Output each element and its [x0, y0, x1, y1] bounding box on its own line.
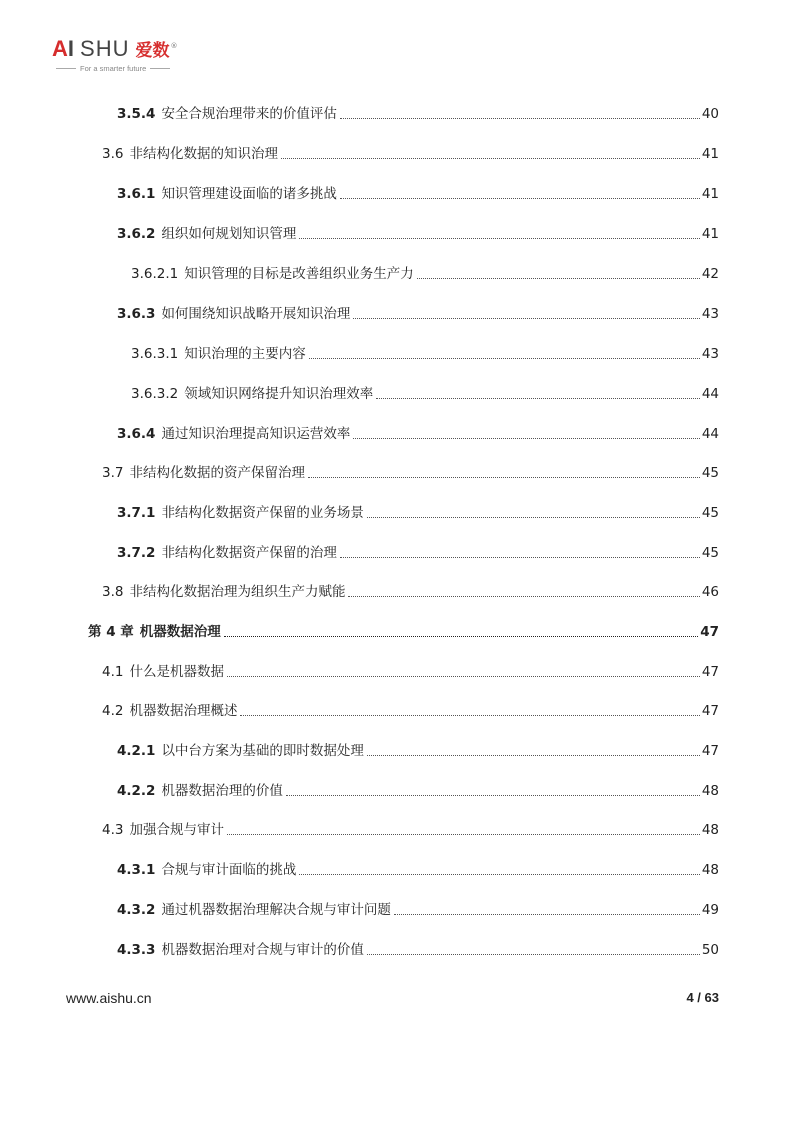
toc-entry-page: 43	[701, 306, 719, 322]
toc-entry[interactable]	[117, 740, 719, 760]
toc-entry-page: 48	[701, 862, 719, 878]
toc-entry-title: 非结构化数据的资产保留治理	[129, 465, 305, 481]
toc-leader-dots	[394, 914, 700, 915]
toc-entry-page: 48	[701, 822, 719, 838]
toc-entry-number: 3.7.2	[117, 545, 156, 561]
tagline-text: For a smarter future	[80, 64, 147, 73]
toc-entry-number: 3.6	[102, 146, 124, 162]
toc-leader-dots	[286, 795, 700, 796]
toc-entry-title: 如何围绕知识战略开展知识治理	[161, 306, 351, 322]
toc-entry-title: 领域知识网络提升知识治理效率	[184, 386, 374, 402]
toc-entry[interactable]	[117, 542, 719, 562]
toc-entry[interactable]	[102, 143, 719, 163]
toc-chapter-entry[interactable]	[88, 621, 719, 641]
toc-leader-dots	[308, 477, 700, 478]
toc-leader-dots	[340, 557, 700, 558]
toc-entry-page: 41	[701, 186, 719, 202]
toc-entry-page: 47	[700, 624, 719, 640]
toc-entry[interactable]	[117, 183, 719, 203]
toc-entry[interactable]	[131, 343, 719, 363]
toc-entry-title: 安全合规治理带来的价值评估	[161, 106, 337, 122]
toc-entry-page: 45	[701, 465, 719, 481]
toc-entry-number: 3.6.3	[117, 306, 156, 322]
toc-entry-page: 42	[701, 266, 719, 282]
toc-entry[interactable]	[131, 263, 719, 283]
toc-leader-dots	[299, 874, 699, 875]
toc-leader-dots	[376, 398, 700, 399]
toc-entry[interactable]	[102, 462, 719, 482]
toc-leader-dots	[224, 636, 698, 637]
toc-entry-title: 通过机器数据治理解决合规与审计问题	[161, 902, 391, 918]
logo-letter-i: I	[67, 36, 75, 61]
footer-website-link[interactable]: www.aishu.cn	[66, 990, 152, 1006]
toc-entry-title: 知识治理的主要内容	[184, 346, 306, 362]
toc-entry[interactable]	[117, 103, 719, 123]
toc-leader-dots	[353, 318, 699, 319]
toc-entry-title: 加强合规与审计	[129, 822, 224, 838]
toc-entry-number: 3.6.1	[117, 186, 156, 202]
toc-entry[interactable]	[117, 899, 719, 919]
toc-leader-dots	[340, 198, 700, 199]
toc-entry-page: 47	[701, 703, 719, 719]
toc-entry-title: 非结构化数据资产保留的治理	[161, 545, 337, 561]
toc-entry-title: 机器数据治理概述	[129, 703, 238, 719]
toc-entry[interactable]	[117, 502, 719, 522]
toc-entry[interactable]	[131, 383, 719, 403]
toc-entry[interactable]	[102, 700, 719, 720]
toc-entry-title: 知识管理的目标是改善组织业务生产力	[184, 266, 414, 282]
toc-entry-number: 3.6.4	[117, 426, 156, 442]
toc-entry-number: 4.2.2	[117, 783, 156, 799]
toc-entry-number: 4.3	[102, 822, 124, 838]
toc-entry-title: 组织如何规划知识管理	[161, 226, 297, 242]
toc-leader-dots	[367, 755, 700, 756]
toc-entry-title: 知识管理建设面临的诸多挑战	[161, 186, 337, 202]
toc-entry-title: 非结构化数据治理为组织生产力赋能	[129, 584, 346, 600]
toc-entry-page: 45	[701, 545, 719, 561]
toc-entry-title: 机器数据治理的价值	[161, 783, 283, 799]
toc-entry-number: 4.2	[102, 703, 124, 719]
toc-entry[interactable]	[117, 859, 719, 879]
toc-entry-number: 3.6.2.1	[131, 266, 179, 282]
toc-entry-title: 合规与审计面临的挑战	[161, 862, 297, 878]
toc-entry-title: 以中台方案为基础的即时数据处理	[161, 743, 364, 759]
toc-leader-dots	[348, 596, 699, 597]
toc-leader-dots	[309, 358, 700, 359]
toc-entry[interactable]	[117, 423, 719, 443]
toc-leader-dots	[240, 715, 699, 716]
toc-entry-page: 44	[701, 426, 719, 442]
toc-leader-dots	[227, 676, 700, 677]
toc-entry-page: 49	[701, 902, 719, 918]
toc-entry-title: 非结构化数据资产保留的业务场景	[161, 505, 364, 521]
toc-entry[interactable]	[117, 223, 719, 243]
toc-entry-title: 什么是机器数据	[129, 664, 224, 680]
toc-entry-page: 50	[701, 942, 719, 958]
toc-entry[interactable]	[102, 661, 719, 681]
toc-entry-page: 40	[701, 106, 719, 122]
toc-entry-page: 44	[701, 386, 719, 402]
toc-entry[interactable]	[102, 819, 719, 839]
logo-tagline	[52, 64, 212, 73]
toc-leader-dots	[281, 158, 700, 159]
toc-leader-dots	[367, 517, 700, 518]
toc-leader-dots	[417, 278, 700, 279]
registered-mark: ®	[170, 42, 178, 50]
tagline-rule-right	[150, 68, 170, 69]
toc-entry-page: 48	[701, 783, 719, 799]
toc-entry-page: 45	[701, 505, 719, 521]
toc-entry-number: 3.6.3.2	[131, 386, 179, 402]
toc-leader-dots	[299, 238, 699, 239]
aishu-logo	[52, 36, 212, 76]
toc-entry[interactable]	[117, 939, 719, 959]
tagline-rule-left	[56, 68, 76, 69]
toc-entry-number: 4.3.1	[117, 862, 156, 878]
toc-leader-dots	[340, 118, 700, 119]
toc-leader-dots	[353, 438, 699, 439]
toc-entry-page: 47	[701, 743, 719, 759]
toc-entry-number: 3.5.4	[117, 106, 156, 122]
logo-letter-a: A	[52, 36, 68, 61]
logo-shu-text: SHU	[80, 36, 130, 61]
toc-entry-page: 47	[701, 664, 719, 680]
toc-entry-number: 3.7	[102, 465, 124, 481]
toc-entry-number: 第 4 章	[88, 624, 134, 640]
toc-entry-number: 4.3.3	[117, 942, 156, 958]
toc-entry[interactable]	[102, 581, 719, 601]
toc-leader-dots	[227, 834, 700, 835]
toc-entry[interactable]	[117, 303, 719, 323]
toc-entry-title: 通过知识治理提高知识运营效率	[161, 426, 351, 442]
logo-ai-mark	[52, 36, 74, 62]
toc-entry-number: 4.3.2	[117, 902, 156, 918]
logo-chinese-text: 爱数	[135, 41, 170, 61]
toc-entry-number: 3.8	[102, 584, 124, 600]
toc-entry-number: 4.1	[102, 664, 124, 680]
toc-entry-number: 3.7.1	[117, 505, 156, 521]
toc-entry-title: 机器数据治理对合规与审计的价值	[161, 942, 364, 958]
toc-entry-number: 3.6.3.1	[131, 346, 179, 362]
toc-entry-page: 43	[701, 346, 719, 362]
toc-entry-number: 4.2.1	[117, 743, 156, 759]
toc-entry[interactable]	[117, 780, 719, 800]
page-number-indicator: 4 / 63	[686, 990, 719, 1005]
toc-entry-page: 46	[701, 584, 719, 600]
toc-entry-title: 非结构化数据的知识治理	[129, 146, 278, 162]
toc-entry-title: 机器数据治理	[139, 624, 221, 640]
toc-leader-dots	[367, 954, 700, 955]
toc-entry-number: 3.6.2	[117, 226, 156, 242]
toc-entry-page: 41	[701, 226, 719, 242]
toc-entry-page: 41	[701, 146, 719, 162]
